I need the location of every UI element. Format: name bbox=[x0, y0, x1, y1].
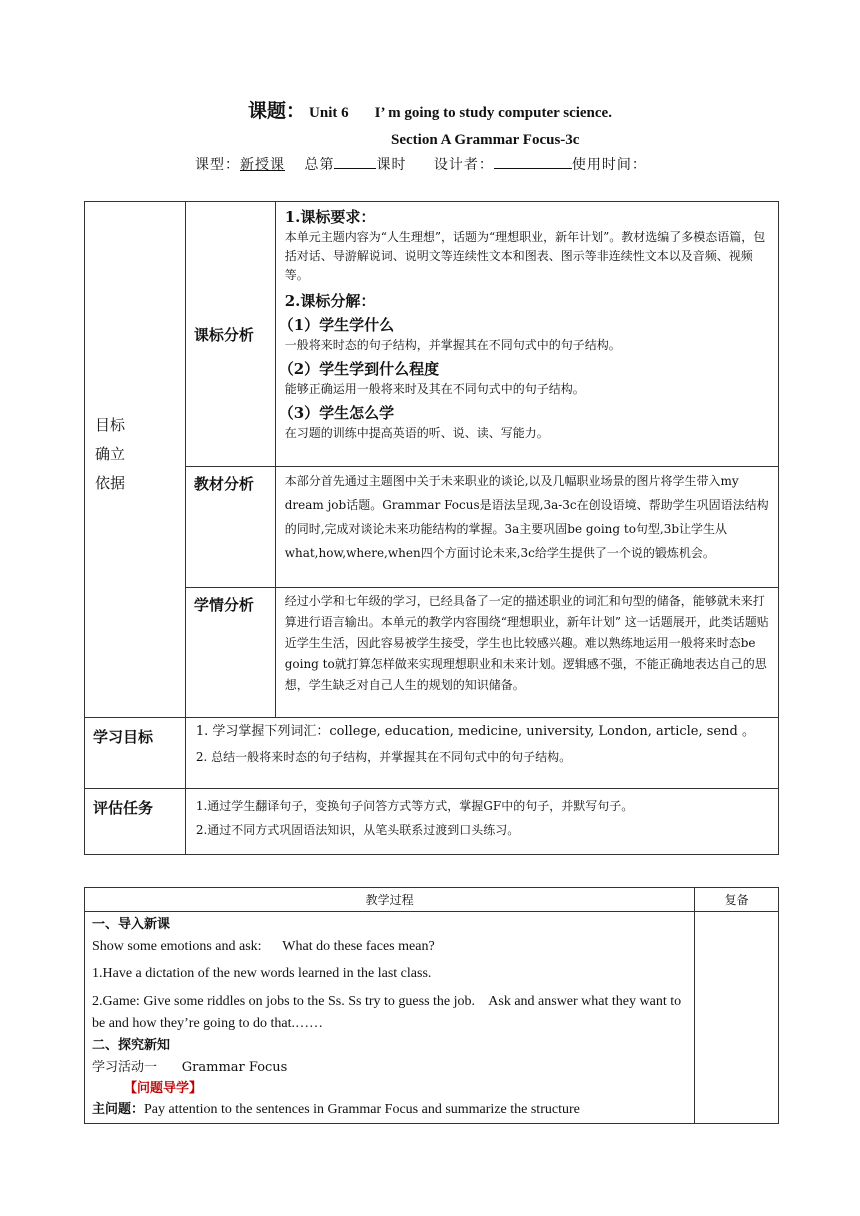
goals-label-cell bbox=[85, 718, 186, 789]
learner-label: 学情分析 bbox=[193, 596, 254, 614]
curriculum-s3: （3）学生怎么学 bbox=[278, 404, 395, 422]
goals-label: 学习目标 bbox=[93, 728, 154, 746]
goal-item-2: 2. 总结一般将来时态的句子结构，并掌握其在不同句式中的句子结构。 bbox=[195, 750, 572, 764]
total-label: 总第 bbox=[304, 157, 335, 173]
learner-label-cell bbox=[185, 588, 275, 718]
main-question: 主问题：Pay attention to the sentences in Grammar Focus and summarize the structure bbox=[92, 1102, 580, 1117]
assessment-label: 评估任务 bbox=[93, 799, 154, 817]
analysis-table bbox=[84, 201, 779, 855]
assessment-item-1: 1.通过学生翻译句子，变换句子问答方式等方式，掌握GF中的句子，并默写句子。 bbox=[195, 799, 634, 813]
curriculum-h2: 2.课标分解： bbox=[284, 292, 376, 310]
type-value: 新授课 bbox=[240, 157, 285, 173]
curriculum-label: 课标分析 bbox=[193, 325, 254, 344]
type-label: 课型： bbox=[195, 157, 240, 173]
lesson-label: 课时 bbox=[376, 157, 407, 173]
lesson-number-blank bbox=[334, 154, 376, 169]
process-table bbox=[84, 887, 779, 1124]
guide-label: 【问题导学】 bbox=[124, 1081, 203, 1096]
goal-item-1: 1. 学习掌握下列词汇：college, education, medicine, university, London, article, send 。 bbox=[195, 724, 755, 739]
meta-line bbox=[195, 154, 647, 174]
time-label: 使用时间： bbox=[571, 157, 647, 173]
explore-heading: 二、探究新知 bbox=[92, 1038, 171, 1053]
curriculum-p1: 本单元主题内容为“人生理想”，话题为“理想职业，新年计划”。教材选编了多模态语篇，包括对话、导游解说词、说明文等连续性文本和图表、图示等非连续性文本以及音频、视频等。 bbox=[284, 230, 766, 282]
lesson-title bbox=[0, 96, 860, 123]
designer-blank bbox=[494, 154, 572, 169]
curriculum-content bbox=[275, 202, 778, 467]
curriculum-s2-text: 能够正确运用一般将来时及其在不同句式中的句子结构。 bbox=[284, 382, 585, 396]
assessment-label-cell bbox=[85, 789, 186, 855]
learner-text: 经过小学和七年级的学习，已经具备了一定的描述职业的词汇和句型的储备，能够就未来打算进行语言输出。本单元的教学内容围绕“理想职业，新年计划” 这一话题展开，此类话题贴近学生生活，因此容易被学生接受，学生也比较感兴趣。难以熟练地运用一般将来时态be going to就打算怎样做来实现理想职业和未来计划。逻辑感不强，不能正确地表达自己的思想，学生缺乏对自己人生的规划的知识储备。 bbox=[284, 594, 769, 692]
process-header: 教学过程 bbox=[85, 888, 695, 912]
curriculum-label-cell bbox=[185, 202, 275, 467]
unit-label: Unit 6 bbox=[309, 105, 349, 121]
assessment-item-2: 2.通过不同方式巩固语法知识，从笔头联系过渡到口头练习。 bbox=[195, 823, 520, 837]
step-2: 2.Game: Give some riddles on jobs to the Ss. Ss try to guess the job. Ask and answer what they want to be and how they’re going to do that.…… bbox=[92, 994, 685, 1031]
curriculum-s1-text: 一般将来时态的句子结构，并掌握其在不同句式中的句子结构。 bbox=[284, 338, 621, 352]
textbook-text: 本部分首先通过主题图中关于未来职业的谈论,以及几幅职业场景的图片将学生带入my dream job话题。Grammar Focus是语法呈现,3a-3c在创设语境、帮助学生巩固语法结构的同时,完成对谈论未来功能结构的掌握。3a主要巩固be going to句型,3b让学生从what,how,where,when四个方面讨论未来,3c给学生提供了一个说的锻炼机会。 bbox=[284, 474, 769, 560]
activity-line: 学习活动一 Grammar Focus bbox=[92, 1060, 288, 1075]
curriculum-s3-text: 在习题的训练中提高英语的听、说、读、写能力。 bbox=[284, 426, 549, 440]
review-cell bbox=[695, 912, 779, 1124]
curriculum-h1: 1.课标要求： bbox=[284, 208, 376, 226]
designer-label: 设计者： bbox=[433, 157, 494, 173]
process-content bbox=[85, 912, 695, 1124]
group-label: 目标 确立 依据 bbox=[85, 202, 186, 718]
unit-sentence: I’ m going to study computer science. bbox=[374, 105, 612, 121]
assessment-content bbox=[185, 789, 778, 855]
learner-content bbox=[275, 588, 778, 718]
review-header: 复备 bbox=[695, 888, 779, 912]
textbook-label: 教材分析 bbox=[193, 475, 254, 493]
curriculum-s2: （2）学生学到什么程度 bbox=[278, 360, 440, 378]
title-label: 课题： bbox=[248, 100, 306, 122]
goals-content bbox=[185, 718, 778, 789]
curriculum-s1: （1）学生学什么 bbox=[278, 316, 395, 334]
intro-heading: 一、导入新课 bbox=[92, 917, 171, 932]
textbook-content bbox=[275, 467, 778, 588]
textbook-label-cell bbox=[185, 467, 275, 588]
intro-line: Show some emotions and ask: What do these faces mean? bbox=[92, 939, 435, 954]
section-title: Section A Grammar Focus-3c bbox=[391, 132, 580, 148]
step-1: 1.Have a dictation of the new words learned in the last class. bbox=[92, 966, 432, 981]
